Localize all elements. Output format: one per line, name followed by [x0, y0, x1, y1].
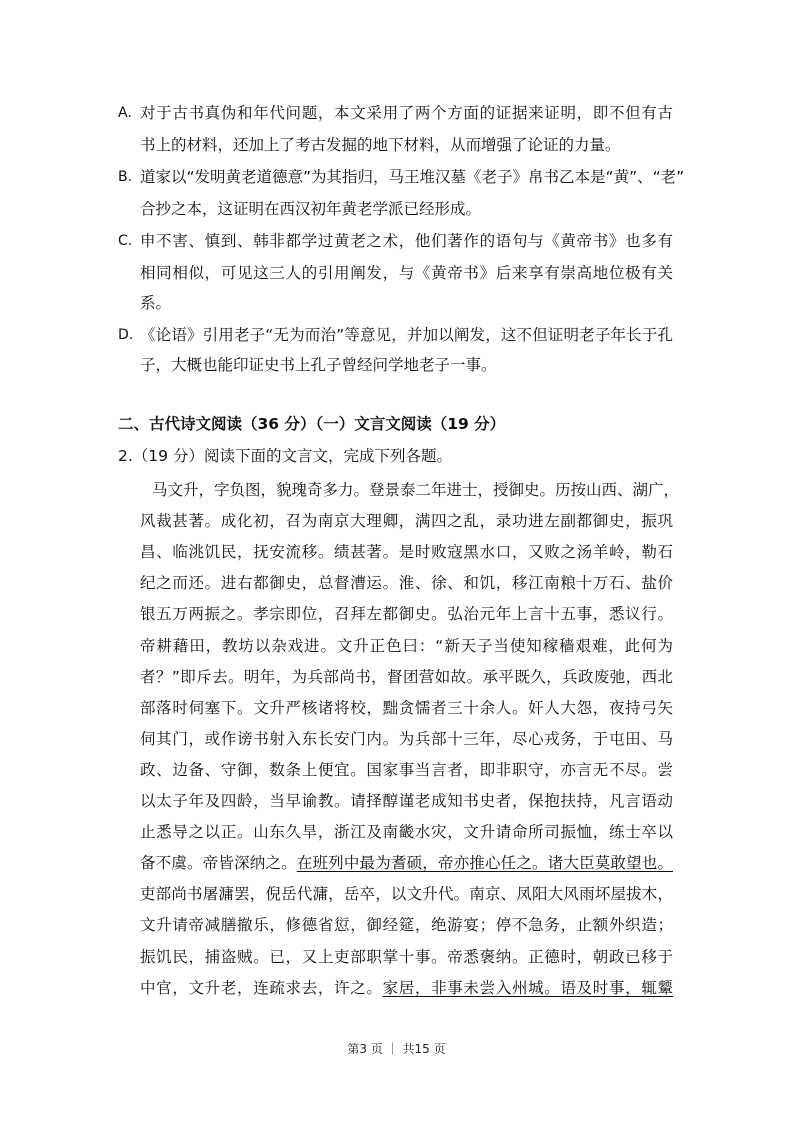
option-d-line: 《论语》引用老子“无为而治”等意见，并加以阐发，这不但证明老子年长于孔 — [140, 326, 673, 344]
passage-line: 部落时伺塞下。文升严核诸将校，黜贪懦者三十余人。奸人大怨，夜持弓矢 — [140, 698, 673, 717]
underlined-sentence: 在班列中最为耆硕，帝亦推心任之。诸大臣莫敢望也。 — [296, 854, 673, 873]
passage-line: 纪之而还。进右都御史，总督漕运。淮、徐、和饥，移江南粮十万石、盐价 — [140, 574, 673, 593]
passage-line: 政、边备、守御，数条上便宜。国家事当言者，即非职守，亦言无不尽。尝 — [140, 760, 673, 779]
option-c-line: 系。 — [140, 294, 172, 312]
passage-line: 吏部尚书屠滽罢，倪岳代滽，岳卒，以文升代。南京、凤阳大风雨坏屋拔木， — [140, 885, 673, 904]
passage-line: 银五万两振之。孝宗即位，召拜左都御史。弘治元年上言十五事，悉议行。 — [140, 605, 673, 624]
passage-text: 备不虞。帝皆深纳之。 — [140, 854, 297, 873]
passage-text: 中官，文升老，连疏求去，许之。 — [140, 978, 383, 997]
underlined-sentence: 家居，非事未尝入州城。语及时事，辄颦 — [382, 978, 673, 997]
option-b-label: B. — [118, 169, 133, 185]
passage-line — [140, 853, 673, 873]
option-a-label: A. — [118, 105, 132, 121]
passage-line: 止悉导之以正。山东久旱，浙江及南畿水灾，文升请命所司振恤，练士卒以 — [140, 823, 673, 842]
option-b-line: 道家以“发明黄老道德意”为其指归，马王堆汉墓《老子》帛书乙本是“黄”、“老” — [140, 168, 685, 186]
section-heading: 二、古代诗文阅读（36 分）（一）文言文阅读（19 分） — [118, 415, 506, 433]
option-a-line: 书上的材料，还加上了考古发掘的地下材料，从而增强了论证的力量。 — [140, 136, 621, 154]
passage-line: 振饥民，捕盗贼。已，又上吏部职掌十事。帝悉褒纳。正德时，朝政已移于 — [140, 947, 673, 966]
passage-line: 昌、临洮饥民，抚安流移。绩甚著。是时败寇黑水口，又败之汤羊岭，勒石 — [140, 543, 673, 562]
passage-line: 以太子年及四龄，当早谕教。请择醇谨老成知书史者，保抱扶持，凡言语动 — [140, 792, 673, 810]
question-prompt: 2.（19 分）阅读下面的文言文，完成下列各题。 — [118, 447, 452, 465]
option-d-line: 子，大概也能印证史书上孔子曾经问学地老子一事。 — [140, 356, 497, 374]
passage-line: 者？”即斥去。明年，为兵部尚书，督团营如故。承平既久，兵政废弛，西北 — [140, 667, 673, 686]
passage-line: 马文升，字负图，貌瑰奇多力。登景泰二年进士，授御史。历按山西、湖广， — [152, 481, 680, 499]
page-footer: 第3 页 ｜ 共15 页 — [347, 1042, 446, 1056]
passage-line: 伺其门，或作谤书射入东长安门内。为兵部十三年，尽心戎务，于屯田、马 — [140, 729, 673, 748]
passage-line: 风裁甚著。成化初，召为南京大理卿，满四之乱，录功进左副都御史，振巩 — [140, 512, 673, 531]
option-d-label: D. — [118, 327, 134, 343]
option-b-line: 合抄之本，这证明在西汉初年黄老学派已经形成。 — [140, 200, 482, 218]
passage-line — [140, 978, 673, 998]
passage-line: 文升请帝减膳撤乐，修德省愆，御经筵，绝游宴；停不急务，止额外织造； — [140, 916, 673, 935]
option-c-label: C. — [118, 233, 133, 249]
option-c-line: 相同相似，可见这三人的引用阐发，与《黄帝书》后来享有崇高地位极有关 — [140, 264, 673, 282]
passage-line: 帝耕藉田，教坊以杂戏进。文升正色曰：“新天子当使知稼穑艰难，此何为 — [140, 636, 673, 655]
option-a-line: 对于古书真伪和年代问题，本文采用了两个方面的证据来证明，即不但有古 — [140, 104, 673, 122]
option-c-line: 申不害、慎到、韩非都学过黄老之术，他们著作的语句与《黄帝书》也多有 — [140, 232, 673, 250]
